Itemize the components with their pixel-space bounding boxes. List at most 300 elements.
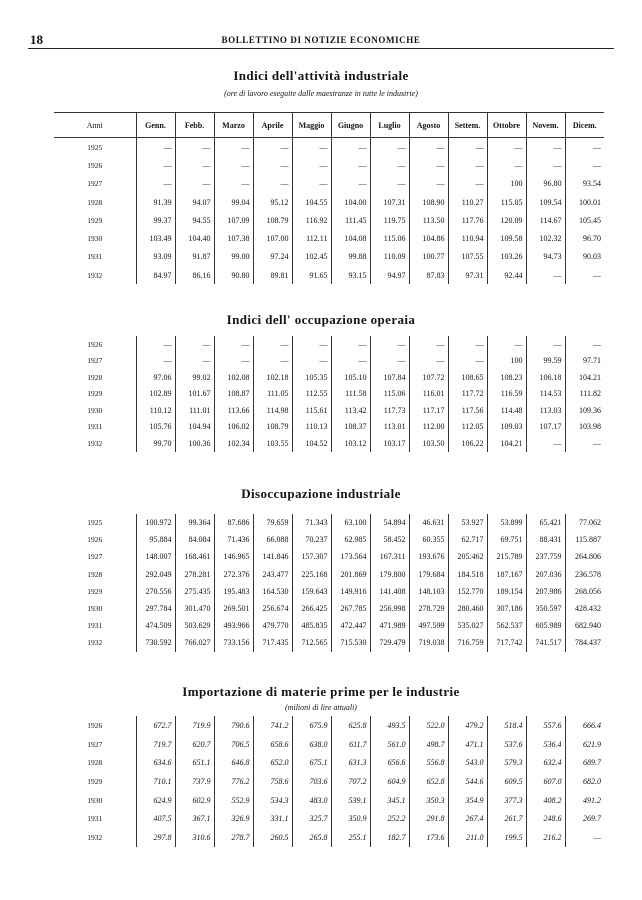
value-cell: —	[565, 266, 604, 284]
value-cell: 102.34	[214, 435, 253, 452]
value-cell: 719.7	[136, 735, 175, 754]
value-cell: —	[136, 336, 175, 353]
value-cell: 292.049	[136, 566, 175, 583]
table-row	[54, 402, 604, 419]
value-cell: 326.9	[214, 809, 253, 828]
value-cell: 109.03	[487, 419, 526, 436]
value-cell: 498.7	[409, 735, 448, 754]
value-cell: 71.343	[292, 514, 331, 531]
value-cell: 111.82	[565, 386, 604, 403]
value-cell: 291.8	[409, 809, 448, 828]
value-cell: —	[370, 138, 409, 157]
running-title: BOLLETTINO DI NOTIZIE ECONOMICHE	[221, 35, 421, 45]
value-cell: 102.08	[214, 369, 253, 386]
value-cell: 651.1	[175, 753, 214, 772]
table-row	[54, 369, 604, 386]
value-cell: —	[214, 138, 253, 157]
value-cell: —	[214, 156, 253, 174]
value-cell: —	[331, 336, 370, 353]
value-cell: 94.97	[370, 266, 409, 284]
value-cell: 675.1	[292, 753, 331, 772]
value-cell: 97.71	[565, 353, 604, 370]
value-cell: —	[409, 138, 448, 157]
value-cell: —	[253, 336, 292, 353]
value-cell: 63.100	[331, 514, 370, 531]
value-cell: 561.0	[370, 735, 409, 754]
value-cell: 350.3	[409, 791, 448, 810]
value-cell: 103.98	[565, 419, 604, 436]
value-cell: 107.17	[526, 419, 565, 436]
value-cell: 117.56	[448, 402, 487, 419]
value-cell: 719.038	[409, 634, 448, 651]
value-cell: 267.785	[331, 600, 370, 617]
value-cell: 114.98	[253, 402, 292, 419]
table-row	[54, 753, 604, 772]
column-header: Ottobre	[487, 113, 526, 138]
value-cell: 621.9	[565, 735, 604, 754]
value-cell: 707.2	[331, 772, 370, 791]
column-header: Aprile	[253, 113, 292, 138]
value-cell: —	[487, 138, 526, 157]
value-cell: 108.79	[253, 211, 292, 229]
value-cell: 256.998	[370, 600, 409, 617]
table-row	[54, 435, 604, 452]
value-cell: 261.7	[487, 809, 526, 828]
value-cell: 110.09	[370, 248, 409, 266]
value-cell: 631.3	[331, 753, 370, 772]
value-cell: 99.364	[175, 514, 214, 531]
value-cell: —	[331, 156, 370, 174]
year-cell: 1925	[87, 518, 103, 528]
value-cell: 84.084	[175, 531, 214, 548]
value-cell: 92.44	[487, 266, 526, 284]
header-rule	[28, 48, 614, 49]
value-cell: 104.52	[292, 435, 331, 452]
year-cell: 1926	[87, 160, 103, 170]
value-cell: —	[526, 156, 565, 174]
value-cell: 472.447	[331, 617, 370, 634]
value-cell: —	[409, 353, 448, 370]
value-cell: 93.09	[136, 248, 175, 266]
value-cell: 278.281	[175, 566, 214, 583]
value-cell: 91.87	[175, 248, 214, 266]
value-cell: 173.564	[331, 548, 370, 565]
value-cell: 557.6	[526, 716, 565, 735]
value-cell: —	[331, 353, 370, 370]
value-cell: 102.18	[253, 369, 292, 386]
value-cell: 152.770	[448, 583, 487, 600]
value-cell: 776.2	[214, 772, 253, 791]
table-row	[54, 336, 604, 353]
value-cell: 66.088	[253, 531, 292, 548]
value-cell: 107.00	[253, 229, 292, 247]
value-cell: 104.21	[487, 435, 526, 452]
value-cell: 141.408	[370, 583, 409, 600]
value-cell: 141.846	[253, 548, 292, 565]
value-cell: 91.65	[292, 266, 331, 284]
value-cell: 95.12	[253, 193, 292, 211]
value-cell: —	[409, 336, 448, 353]
value-cell: 272.376	[214, 566, 253, 583]
value-cell: 652.0	[253, 753, 292, 772]
value-cell: 656.6	[370, 753, 409, 772]
value-cell: 493.5	[370, 716, 409, 735]
value-cell: 146.965	[214, 548, 253, 565]
value-cell: —	[253, 175, 292, 193]
value-cell: 266.425	[292, 600, 331, 617]
year-cell: 1932	[87, 270, 103, 280]
value-cell: 766.027	[175, 634, 214, 651]
table-row	[54, 716, 604, 735]
value-cell: 110.13	[292, 419, 331, 436]
year-cell: 1925	[87, 142, 103, 152]
value-cell: 103.26	[487, 248, 526, 266]
year-cell: 1928	[87, 758, 103, 768]
value-cell: 716.759	[448, 634, 487, 651]
value-cell: 682.0	[565, 772, 604, 791]
value-cell: —	[253, 138, 292, 157]
value-cell: 717.742	[487, 634, 526, 651]
value-cell: 111.01	[175, 402, 214, 419]
value-cell: 62.717	[448, 531, 487, 548]
value-cell: 109.58	[487, 229, 526, 247]
value-cell: 107.72	[409, 369, 448, 386]
value-cell: 658.6	[253, 735, 292, 754]
value-cell: 632.4	[526, 753, 565, 772]
value-cell: 164.530	[253, 583, 292, 600]
value-cell: 607.0	[526, 772, 565, 791]
value-cell: 110.27	[448, 193, 487, 211]
value-cell: 106.22	[448, 435, 487, 452]
value-cell: 115.05	[487, 193, 526, 211]
value-cell: 182.7	[370, 828, 409, 847]
value-cell: 350.9	[331, 809, 370, 828]
value-cell: 269.501	[214, 600, 253, 617]
table-row	[54, 175, 604, 193]
value-cell: 102.45	[292, 248, 331, 266]
value-cell: 100	[487, 175, 526, 193]
value-cell: 116.59	[487, 386, 526, 403]
value-cell: 331.1	[253, 809, 292, 828]
value-cell: 269.7	[565, 809, 604, 828]
value-cell: 256.674	[253, 600, 292, 617]
value-cell: 103.12	[331, 435, 370, 452]
unemployment-table	[54, 514, 604, 652]
value-cell: 148.007	[136, 548, 175, 565]
value-cell: 536.4	[526, 735, 565, 754]
value-cell: 310.6	[175, 828, 214, 847]
value-cell: 106.02	[214, 419, 253, 436]
column-header: Novem.	[526, 113, 565, 138]
value-cell: 187.167	[487, 566, 526, 583]
value-cell: 108.65	[448, 369, 487, 386]
value-cell: 103.17	[370, 435, 409, 452]
column-header: Dicem.	[565, 113, 604, 138]
value-cell: —	[136, 353, 175, 370]
value-cell: 518.4	[487, 716, 526, 735]
value-cell: 243.477	[253, 566, 292, 583]
value-cell: 562.537	[487, 617, 526, 634]
table-row	[54, 266, 604, 284]
value-cell: 297.784	[136, 600, 175, 617]
value-cell: —	[565, 156, 604, 174]
value-cell: 717.435	[253, 634, 292, 651]
table-row	[54, 791, 604, 810]
value-cell: 790.6	[214, 716, 253, 735]
value-cell: 99.02	[175, 369, 214, 386]
year-cell: 1927	[87, 356, 103, 366]
year-cell: 1927	[87, 552, 103, 562]
year-cell: 1929	[87, 215, 103, 225]
value-cell: 95.884	[136, 531, 175, 548]
value-cell: 107.09	[214, 211, 253, 229]
value-cell: 84.97	[136, 266, 175, 284]
value-cell: —	[292, 138, 331, 157]
value-cell: —	[292, 175, 331, 193]
value-cell: 87.686	[214, 514, 253, 531]
value-cell: 535.027	[448, 617, 487, 634]
value-cell: 99.70	[136, 435, 175, 452]
year-cell: 1931	[87, 252, 103, 262]
value-cell: 207.036	[526, 566, 565, 583]
table-row	[54, 211, 604, 229]
value-cell: 104.08	[331, 229, 370, 247]
year-cell: 1929	[87, 586, 103, 596]
value-cell: —	[214, 336, 253, 353]
industrial-activity-table	[54, 112, 604, 284]
value-cell: 116.01	[409, 386, 448, 403]
value-cell: 97.24	[253, 248, 292, 266]
column-header: Luglio	[370, 113, 409, 138]
value-cell: 666.4	[565, 716, 604, 735]
value-cell: 758.6	[253, 772, 292, 791]
value-cell: 110.94	[448, 229, 487, 247]
value-cell: 79.659	[253, 514, 292, 531]
value-cell: 483.0	[292, 791, 331, 810]
value-cell: 179.800	[370, 566, 409, 583]
value-cell: 225.168	[292, 566, 331, 583]
value-cell: 252.2	[370, 809, 409, 828]
value-cell: 189.154	[487, 583, 526, 600]
value-cell: 248.6	[526, 809, 565, 828]
value-cell: 638.0	[292, 735, 331, 754]
value-cell: 602.9	[175, 791, 214, 810]
section-title: Indici dell'attività industriale	[233, 68, 409, 83]
value-cell: 104.21	[565, 369, 604, 386]
year-cell: 1932	[87, 638, 103, 648]
value-cell: 114.67	[526, 211, 565, 229]
value-cell: 268.056	[565, 583, 604, 600]
value-cell: 103.50	[409, 435, 448, 452]
value-cell: 113.42	[331, 402, 370, 419]
table-row	[54, 566, 604, 583]
value-cell: 646.8	[214, 753, 253, 772]
table-row	[54, 531, 604, 548]
value-cell: 265.8	[292, 828, 331, 847]
value-cell: 552.9	[214, 791, 253, 810]
value-cell: 543.0	[448, 753, 487, 772]
value-cell: —	[487, 156, 526, 174]
value-cell: 367.1	[175, 809, 214, 828]
value-cell: —	[565, 828, 604, 847]
value-cell: 579.3	[487, 753, 526, 772]
value-cell: 706.5	[214, 735, 253, 754]
value-cell: 539.1	[331, 791, 370, 810]
year-cell: 1928	[87, 569, 103, 579]
section-title: Importazione di materie prime per le industrie	[182, 684, 460, 699]
value-cell: 87.83	[409, 266, 448, 284]
value-cell: 110.12	[136, 402, 175, 419]
value-cell: 93.54	[565, 175, 604, 193]
value-cell: —	[136, 156, 175, 174]
year-cell: 1931	[87, 814, 103, 824]
value-cell: 307.186	[487, 600, 526, 617]
employment-table	[54, 336, 604, 452]
value-cell: 211.0	[448, 828, 487, 847]
value-cell: 69.751	[487, 531, 526, 548]
value-cell: 354.9	[448, 791, 487, 810]
value-cell: 100.972	[136, 514, 175, 531]
value-cell: 236.578	[565, 566, 604, 583]
column-header: Febb.	[175, 113, 214, 138]
value-cell: 86.16	[175, 266, 214, 284]
value-cell: 99.04	[214, 193, 253, 211]
value-cell: 534.3	[253, 791, 292, 810]
value-cell: 107.84	[370, 369, 409, 386]
value-cell: —	[448, 138, 487, 157]
value-cell: 100.77	[409, 248, 448, 266]
value-cell: 267.4	[448, 809, 487, 828]
value-cell: 62.985	[331, 531, 370, 548]
value-cell: 108.37	[331, 419, 370, 436]
column-header: Giugno	[331, 113, 370, 138]
value-cell: —	[292, 336, 331, 353]
value-cell: 106.18	[526, 369, 565, 386]
year-cell: 1926	[87, 720, 103, 730]
value-cell: 784.437	[565, 634, 604, 651]
value-cell: 109.54	[526, 193, 565, 211]
value-cell: 99.37	[136, 211, 175, 229]
value-cell: 88.431	[526, 531, 565, 548]
value-cell: 297.8	[136, 828, 175, 847]
value-cell: 407.5	[136, 809, 175, 828]
column-header: Settem.	[448, 113, 487, 138]
year-cell: 1928	[87, 197, 103, 207]
value-cell: 634.6	[136, 753, 175, 772]
table-row	[54, 735, 604, 754]
value-cell: 46.631	[409, 514, 448, 531]
column-header: Anni	[54, 113, 136, 138]
value-cell: 491.2	[565, 791, 604, 810]
value-cell: —	[409, 156, 448, 174]
value-cell: —	[526, 266, 565, 284]
value-cell: —	[448, 336, 487, 353]
value-cell: —	[448, 353, 487, 370]
value-cell: 101.67	[175, 386, 214, 403]
value-cell: 428.432	[565, 600, 604, 617]
value-cell: 729.479	[370, 634, 409, 651]
year-cell: 1930	[87, 604, 103, 614]
value-cell: —	[175, 353, 214, 370]
value-cell: 675.9	[292, 716, 331, 735]
value-cell: 215.789	[487, 548, 526, 565]
value-cell: 54.894	[370, 514, 409, 531]
value-cell: 260.5	[253, 828, 292, 847]
value-cell: —	[214, 353, 253, 370]
value-cell: 112.11	[292, 229, 331, 247]
value-cell: 148.103	[409, 583, 448, 600]
value-cell: 105.76	[136, 419, 175, 436]
value-cell: 77.062	[565, 514, 604, 531]
value-cell: 90.03	[565, 248, 604, 266]
value-cell: 114.53	[526, 386, 565, 403]
value-cell: 609.5	[487, 772, 526, 791]
value-cell: —	[448, 156, 487, 174]
value-cell: 94.07	[175, 193, 214, 211]
year-cell: 1926	[87, 339, 103, 349]
value-cell: 201.869	[331, 566, 370, 583]
value-cell: 275.435	[175, 583, 214, 600]
value-cell: 117.73	[370, 402, 409, 419]
value-cell: 689.7	[565, 753, 604, 772]
value-cell: 193.676	[409, 548, 448, 565]
value-cell: 100.01	[565, 193, 604, 211]
year-cell: 1930	[87, 234, 103, 244]
raw-material-imports-table	[54, 716, 604, 847]
year-cell: 1930	[87, 795, 103, 805]
value-cell: —	[370, 175, 409, 193]
value-cell: 733.156	[214, 634, 253, 651]
value-cell: 625.8	[331, 716, 370, 735]
value-cell: 113.01	[370, 419, 409, 436]
section-title: Disoccupazione industriale	[241, 486, 401, 501]
value-cell: 474.509	[136, 617, 175, 634]
value-cell: 105.35	[292, 369, 331, 386]
value-cell: 108.23	[487, 369, 526, 386]
value-cell: 113.50	[409, 211, 448, 229]
value-cell: 377.3	[487, 791, 526, 810]
value-cell: 107.31	[370, 193, 409, 211]
column-header: Genn.	[136, 113, 175, 138]
value-cell: 710.1	[136, 772, 175, 791]
value-cell: 94.73	[526, 248, 565, 266]
table-row	[54, 386, 604, 403]
value-cell: 741.517	[526, 634, 565, 651]
value-cell: —	[331, 175, 370, 193]
value-cell: 105.45	[565, 211, 604, 229]
table-row	[54, 772, 604, 791]
value-cell: 184.518	[448, 566, 487, 583]
value-cell: 104.55	[292, 193, 331, 211]
value-cell: 93.15	[331, 266, 370, 284]
value-cell: 115.06	[370, 386, 409, 403]
value-cell: —	[526, 435, 565, 452]
value-cell: —	[565, 435, 604, 452]
value-cell: 89.81	[253, 266, 292, 284]
value-cell: 53.899	[487, 514, 526, 531]
value-cell: 168.461	[175, 548, 214, 565]
value-cell: —	[370, 336, 409, 353]
column-header: Marzo	[214, 113, 253, 138]
value-cell: —	[253, 353, 292, 370]
section-title: Indici dell' occupazione operaia	[226, 312, 416, 327]
value-cell: 113.66	[214, 402, 253, 419]
value-cell: 605.989	[526, 617, 565, 634]
table-row	[54, 583, 604, 600]
value-cell: 97.06	[136, 369, 175, 386]
value-cell: 105.10	[331, 369, 370, 386]
value-cell: 115.06	[370, 229, 409, 247]
